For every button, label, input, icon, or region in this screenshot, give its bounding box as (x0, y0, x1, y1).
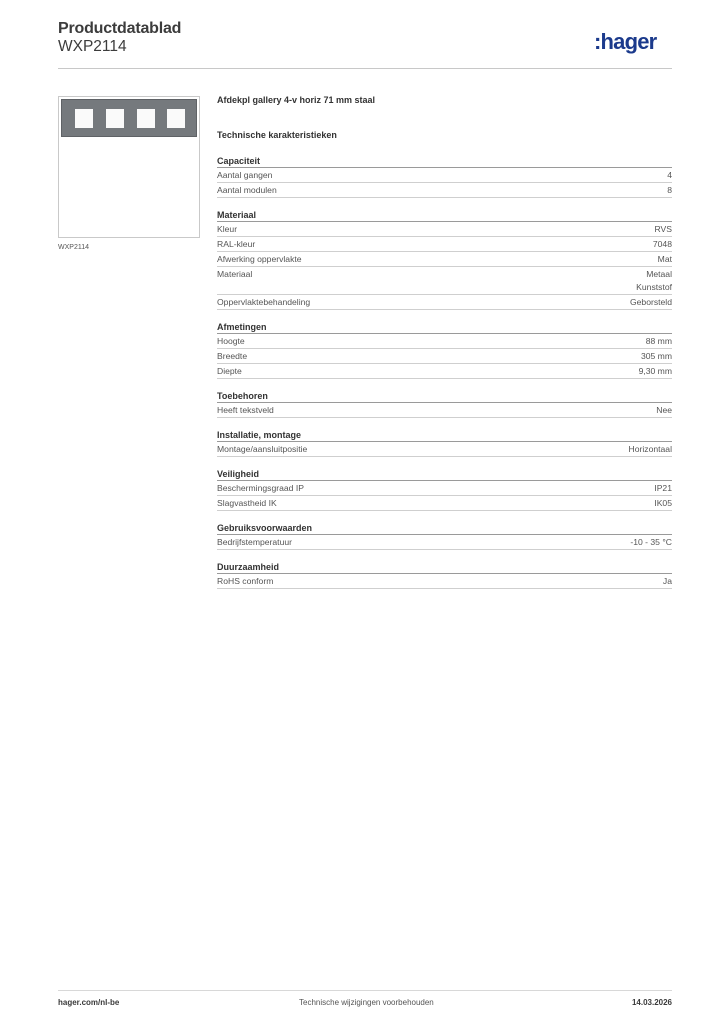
spec-row (217, 168, 672, 183)
spec-label: Diepte (217, 366, 242, 376)
product-image (58, 96, 200, 238)
section-title: Toebehoren (217, 391, 672, 403)
spec-value-line: Kunststof (636, 282, 672, 292)
header-divider (58, 68, 672, 69)
spec-value (654, 223, 672, 236)
spec-value-line: Geborsteld (629, 297, 672, 307)
spec-row (217, 183, 672, 198)
spec-row (217, 364, 672, 379)
spec-row (217, 267, 672, 295)
spec-sections (217, 156, 672, 589)
spec-section (217, 156, 672, 198)
module-opening (137, 109, 155, 128)
spec-value-line: 4 (667, 170, 672, 180)
spec-value (641, 350, 672, 363)
spec-section (217, 562, 672, 589)
spec-value (629, 443, 672, 456)
spec-label: Kleur (217, 224, 238, 234)
spec-row (217, 574, 672, 589)
spec-row (217, 252, 672, 267)
module-opening (167, 109, 185, 128)
spec-value-line: 305 mm (640, 351, 672, 361)
product-code: WXP2114 (58, 38, 127, 55)
product-title: Afdekpl gallery 4-v horiz 71 mm staal (217, 95, 376, 105)
spec-label: Montage/aansluitpositie (217, 444, 308, 454)
spec-value (667, 184, 672, 197)
spec-value (654, 497, 672, 510)
spec-value (630, 536, 672, 549)
spec-value-line: Mat (657, 254, 672, 264)
document-title: Productdatablad (58, 20, 182, 37)
cover-plate-frame (61, 99, 197, 137)
spec-value (636, 268, 672, 294)
spec-label: Slagvastheid IK (217, 498, 277, 508)
spec-row (217, 535, 672, 550)
spec-section (217, 322, 672, 379)
spec-section (217, 430, 672, 457)
module-opening (75, 109, 93, 128)
spec-row (217, 481, 672, 496)
spec-row (217, 442, 672, 457)
spec-label: Oppervlaktebehandeling (217, 297, 311, 307)
section-title: Installatie, montage (217, 430, 672, 442)
spec-value-line: IK05 (654, 498, 672, 508)
spec-row (217, 334, 672, 349)
section-title: Capaciteit (217, 156, 672, 168)
spec-value (667, 169, 672, 182)
footer-website: hager.com/nl-be (58, 998, 120, 1007)
spec-value (663, 575, 672, 588)
spec-value-line: Horizontaal (628, 444, 672, 454)
spec-value (646, 335, 672, 348)
spec-label: Bedrijfstemperatuur (217, 537, 292, 547)
spec-heading: Technische karakteristieken (217, 130, 337, 140)
spec-content (217, 95, 672, 589)
spec-row (217, 295, 672, 310)
spec-label: Heeft tekstveld (217, 405, 274, 415)
spec-value-line: IP21 (654, 483, 672, 493)
spec-value-line: 8 (667, 185, 672, 195)
spec-row (217, 237, 672, 252)
spec-value (630, 296, 672, 309)
spec-value (656, 404, 672, 417)
spec-label: Aantal gangen (217, 170, 273, 180)
spec-section (217, 210, 672, 310)
footer-divider (58, 990, 672, 991)
spec-value (658, 253, 672, 266)
spec-label: RoHS conform (217, 576, 274, 586)
spec-value (639, 365, 672, 378)
spec-value-line: Ja (662, 576, 672, 586)
section-title: Duurzaamheid (217, 562, 672, 574)
footer-date: 14.03.2026 (631, 998, 672, 1007)
spec-row (217, 496, 672, 511)
section-title: Materiaal (217, 210, 672, 222)
spec-label: Beschermingsgraad IP (217, 483, 304, 493)
spec-value-line: 9,30 mm (638, 366, 672, 376)
spec-value-line: 88 mm (645, 336, 672, 346)
spec-value-line: RVS (654, 224, 672, 234)
section-title: Veiligheid (217, 469, 672, 481)
footer-notice: Technische wijzigingen voorbehouden (299, 998, 434, 1007)
hager-logo: :hager (594, 29, 657, 54)
spec-row (217, 403, 672, 418)
spec-value-line: Metaal (646, 269, 672, 279)
spec-label: Aantal modulen (217, 185, 277, 195)
image-caption: WXP2114 (58, 244, 89, 251)
spec-row (217, 222, 672, 237)
spec-value (654, 482, 672, 495)
spec-value-line: Nee (656, 405, 672, 415)
module-opening (106, 109, 124, 128)
spec-label: Afwerking oppervlakte (217, 254, 302, 264)
spec-value-line: -10 - 35 °C (630, 537, 672, 547)
spec-row (217, 349, 672, 364)
section-title: Gebruiksvoorwaarden (217, 523, 672, 535)
spec-label: RAL-kleur (217, 239, 256, 249)
spec-label: Breedte (217, 351, 248, 361)
spec-label: Materiaal (217, 269, 253, 279)
spec-section (217, 391, 672, 418)
spec-section (217, 523, 672, 550)
spec-section (217, 469, 672, 511)
spec-value-line: 7048 (652, 239, 672, 249)
section-title: Afmetingen (217, 322, 672, 334)
spec-value (653, 238, 672, 251)
spec-label: Hoogte (217, 336, 245, 346)
